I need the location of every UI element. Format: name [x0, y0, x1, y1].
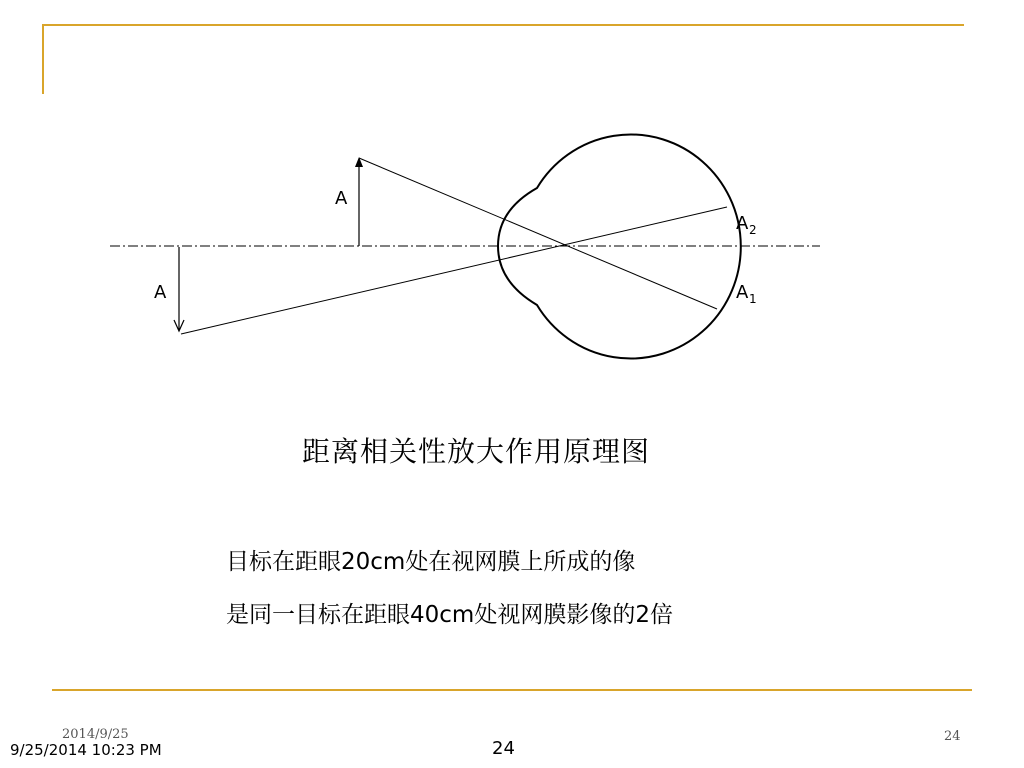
footer-datetime: 9/25/2014 10:23 PM	[10, 741, 162, 759]
ray-near-object	[359, 158, 717, 309]
label-image-a2: A	[736, 213, 749, 234]
diagram-title: 距离相关性放大作用原理图	[301, 435, 650, 468]
label-image-a2-subscript: 2	[749, 223, 757, 237]
label-image-a1-subscript: 1	[749, 292, 757, 306]
footer-date: 2014/9/25	[62, 727, 129, 742]
description-line-1: 目标在距眼20cm处在视网膜上所成的像	[226, 549, 636, 575]
label-image-a1: A	[736, 282, 749, 303]
label-upper-object: A	[335, 188, 348, 209]
ray-far-object	[181, 207, 727, 334]
label-lower-object: A	[154, 282, 167, 303]
description-line-2: 是同一目标在距眼40cm处视网膜影像的2倍	[226, 602, 673, 628]
slide-number-right: 24	[944, 729, 961, 744]
slide-number-center: 24	[492, 738, 515, 759]
